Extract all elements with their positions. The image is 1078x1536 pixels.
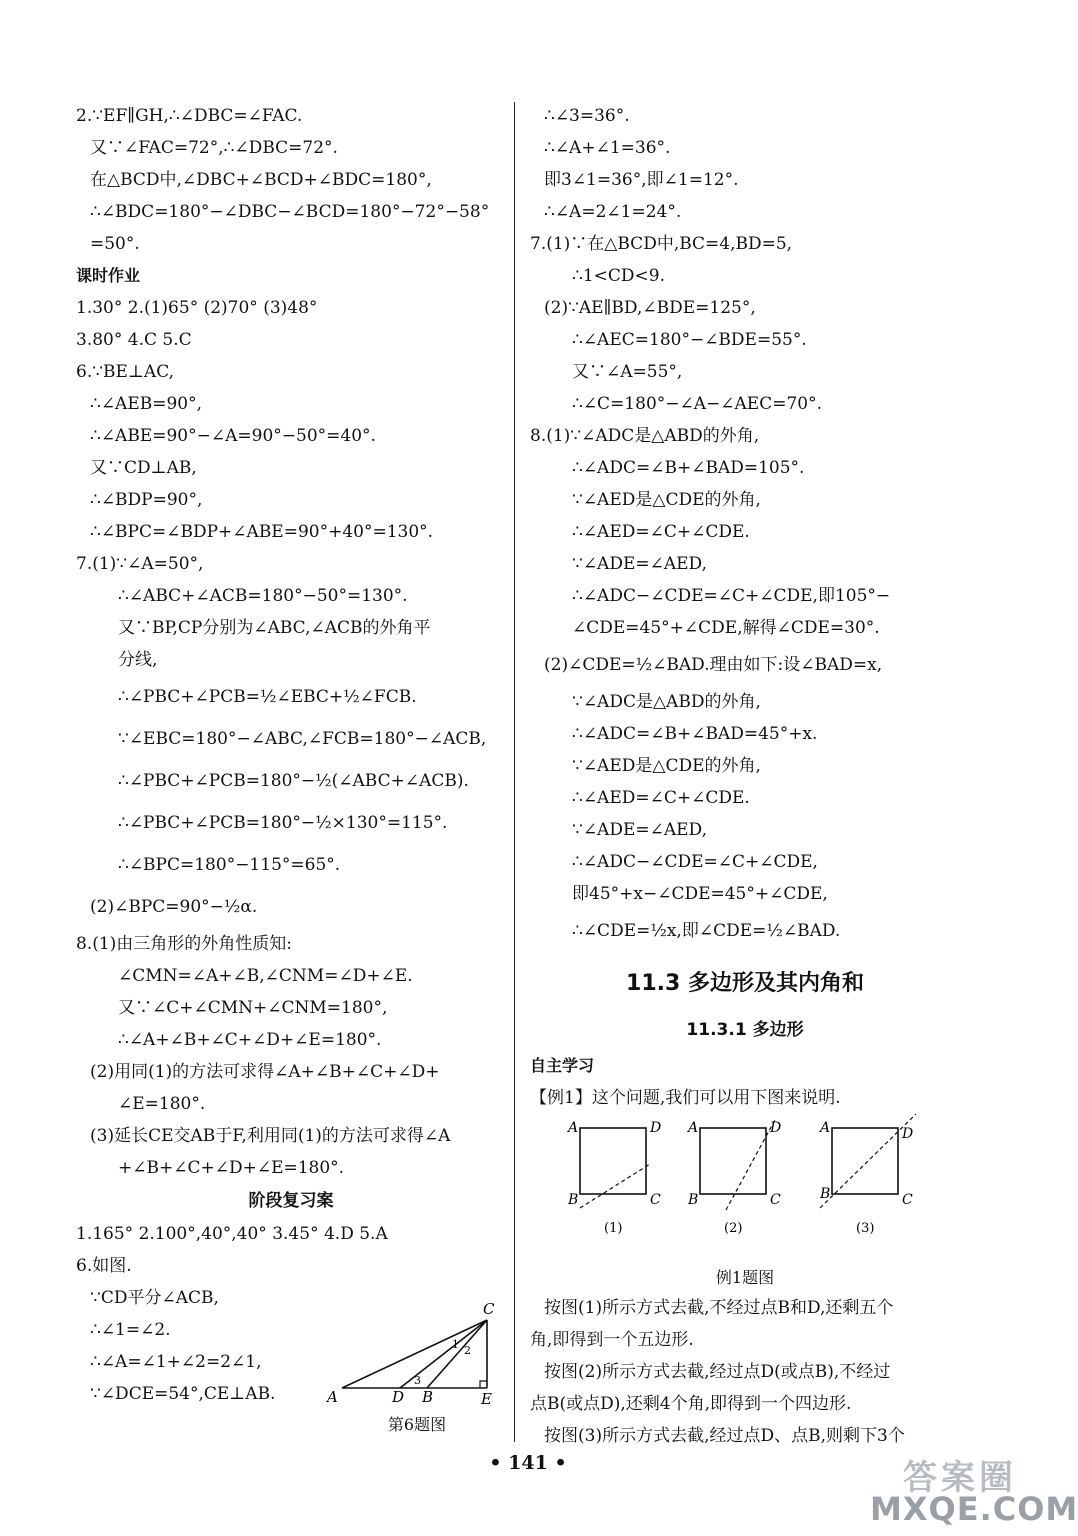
label-e: E <box>481 1390 492 1408</box>
label-d: D <box>392 1388 405 1406</box>
fig2-label-d: D <box>770 1120 782 1136</box>
answer-line: ∠CMN=∠A+∠B,∠CNM=∠D+∠E. <box>118 966 413 986</box>
answer-line: ∴∠AED=∠C+∠CDE. <box>572 788 750 808</box>
answer-line: ∵∠ADC是△ABD的外角, <box>572 692 761 712</box>
answer-line: ∴∠PBC+∠PCB=½∠EBC+½∠FCB. <box>118 687 417 707</box>
stage-review-heading: 阶段复习案 <box>248 1191 334 1211</box>
fig3-number: (3) <box>856 1221 875 1236</box>
section-title: 11.3 多边形及其内角和 <box>626 971 864 996</box>
fig1-number: (1) <box>604 1221 623 1236</box>
answer-line: ∴∠CDE=½x,即∠CDE=½∠BAD. <box>572 921 841 941</box>
fig3-label-b: B <box>820 1186 831 1202</box>
example-1-figure <box>540 1114 940 1264</box>
answer-line: 在△BCD中,∠DBC+∠BCD+∠BDC=180°, <box>90 170 432 190</box>
fig1-label-b: B <box>568 1192 579 1208</box>
answer-line: +∠B+∠C+∠D+∠E=180°. <box>118 1158 345 1178</box>
answer-line: 又∵CD⊥AB, <box>90 458 197 478</box>
example-1-diagram <box>540 1114 940 1264</box>
answer-line: (2)∠CDE=½∠BAD.理由如下:设∠BAD=x, <box>544 655 883 675</box>
answer-line: ∵∠ADE=∠AED, <box>572 554 707 574</box>
fig3-label-a: A <box>820 1120 831 1136</box>
answer-line: 1.165° 2.100°,40°,40° 3.45° 4.D 5.A <box>76 1224 388 1244</box>
explanation-line: 按图(2)所示方式去截,经过点D(或点B),不经过 <box>544 1362 891 1382</box>
answer-line: 6.∵BE⊥AC, <box>76 362 175 382</box>
segment-bc <box>427 1320 487 1388</box>
page-number: • 141 • <box>489 1452 567 1474</box>
self-study-heading: 自主学习 <box>530 1056 595 1075</box>
cut-line-1 <box>580 1164 650 1208</box>
square-1 <box>580 1128 646 1194</box>
answer-line: 8.(1)∵∠ADC是△ABD的外角, <box>530 426 760 446</box>
watermark-logo <box>870 1450 1078 1534</box>
watermark-top-text: 答案圈 <box>903 1458 1017 1498</box>
answer-line: ∠CDE=45°+∠CDE,解得∠CDE=30°. <box>572 618 880 638</box>
answer-line: ∴∠A+∠B+∠C+∠D+∠E=180°. <box>118 1030 382 1050</box>
answer-line: ∴∠PBC+∠PCB=180°−½(∠ABC+∠ACB). <box>118 771 469 791</box>
fig3-label-c: C <box>902 1192 913 1208</box>
label-a: A <box>327 1388 338 1406</box>
answer-line: ∴∠ADC=∠B+∠BAD=45°+x. <box>572 724 818 744</box>
explanation-line: 角,即得到一个五边形. <box>530 1330 694 1350</box>
answer-line: ∵∠DCE=54°,CE⊥AB. <box>90 1384 276 1404</box>
fig2-label-c: C <box>770 1192 781 1208</box>
answer-line: 8.(1)由三角形的外角性质知: <box>76 934 293 954</box>
answer-line: ∴∠BDC=180°−∠DBC−∠BCD=180°−72°−58° <box>90 202 490 222</box>
answer-line: ∴1<CD<9. <box>572 266 665 286</box>
answer-line: ∴∠ABE=90°−∠A=90°−50°=40°. <box>90 426 376 446</box>
column-divider <box>514 102 515 1442</box>
angle-3-label: 3 <box>414 1374 421 1387</box>
answer-line: 又∵∠C+∠CMN+∠CNM=180°, <box>118 998 388 1018</box>
answer-line: 7.(1)∵在△BCD中,BC=4,BD=5, <box>530 234 793 254</box>
answer-line: ∴∠C=180°−∠A−∠AEC=70°. <box>572 394 822 414</box>
answer-line: ∴∠ADC−∠CDE=∠C+∠CDE, <box>572 852 818 872</box>
answer-line: ∴∠3=36°. <box>544 106 630 126</box>
answer-line: ∵∠AED是△CDE的外角, <box>572 756 761 776</box>
explanation-line: 点B(或点D),还剩4个角,即得到一个四边形. <box>530 1394 852 1414</box>
answer-line: ∴∠BPC=180°−115°=65°. <box>118 855 341 875</box>
label-b: B <box>422 1388 434 1406</box>
answer-line: ∴∠ABC+∠ACB=180°−50°=130°. <box>118 586 408 606</box>
figure-6-caption: 第6题图 <box>387 1415 447 1434</box>
answer-line: ∵∠EBC=180°−∠ABC,∠FCB=180°−∠ACB, <box>118 729 487 749</box>
answer-line: 又∵BP,CP分别为∠ABC,∠ACB的外角平 <box>118 618 431 638</box>
explanation-line: 按图(1)所示方式去截,不经过点B和D,还剩五个 <box>544 1298 894 1318</box>
fig1-label-c: C <box>650 1192 661 1208</box>
figure-6-diagram <box>322 1298 512 1408</box>
answer-line: ∴∠AEB=90°, <box>90 394 203 414</box>
answer-line: ∴∠PBC+∠PCB=180°−½×130°=115°. <box>118 813 448 833</box>
answer-line: ∴∠BDP=90°, <box>90 490 203 510</box>
answer-line: ∴∠1=∠2. <box>90 1320 171 1340</box>
fig2-label-a: A <box>688 1120 699 1136</box>
figure-6 <box>322 1298 512 1438</box>
fig2-number: (2) <box>724 1221 743 1236</box>
fig1-label-d: D <box>650 1120 662 1136</box>
answer-line: ∵∠ADE=∠AED, <box>572 820 707 840</box>
answer-line: ∴∠A=∠1+∠2=2∠1, <box>90 1352 262 1372</box>
answer-line: ∴∠AED=∠C+∠CDE. <box>572 522 750 542</box>
answer-line: 3.80° 4.C 5.C <box>76 330 192 350</box>
sub-section-title: 11.3.1 多边形 <box>686 1020 804 1040</box>
angle-2-label: 2 <box>464 1344 471 1357</box>
right-column <box>530 100 960 1452</box>
left-column <box>76 100 506 1410</box>
watermark-url-text: MXQE.COM <box>870 1490 1078 1528</box>
fig2-label-b: B <box>688 1192 699 1208</box>
square-2 <box>700 1128 766 1194</box>
answer-line: ∵CD平分∠ACB, <box>90 1288 219 1308</box>
answer-line: 7.(1)∵∠A=50°, <box>76 554 204 574</box>
section-heading: 课时作业 <box>76 266 141 285</box>
label-c: C <box>483 1300 495 1318</box>
angle-1-label: 1 <box>452 1338 459 1351</box>
answer-line: ∴∠ADC=∠B+∠BAD=105°. <box>572 458 805 478</box>
answer-line: ∴∠A+∠1=36°. <box>544 138 671 158</box>
answer-line: 2.∵EF∥GH,∴∠DBC=∠FAC. <box>76 106 303 126</box>
answer-line: (3)延长CE交AB于F,利用同(1)的方法可求得∠A <box>90 1126 451 1146</box>
answer-line: 即3∠1=36°,即∠1=12°. <box>544 170 739 190</box>
square-3 <box>832 1128 898 1194</box>
answer-line: (2)∠BPC=90°−½α. <box>90 897 258 917</box>
example-1-intro: 【例1】这个问题,我们可以用下图来说明. <box>530 1088 841 1108</box>
answer-line: ∴∠BPC=∠BDP+∠ABE=90°+40°=130°. <box>90 522 434 542</box>
answer-line: (2)用同(1)的方法可求得∠A+∠B+∠C+∠D+ <box>90 1062 440 1082</box>
answer-line: (2)∵AE∥BD,∠BDE=125°, <box>544 298 756 318</box>
answer-line: 6.如图. <box>76 1256 132 1276</box>
answer-line: =50°. <box>90 234 140 254</box>
answer-line: 又∵∠FAC=72°,∴∠DBC=72°. <box>90 138 338 158</box>
answer-line: ∴∠A=2∠1=24°. <box>544 202 682 222</box>
fig3-label-d: D <box>902 1126 914 1142</box>
explanation-line: 按图(3)所示方式去截,经过点D、点B,则剩下3个 <box>544 1426 905 1446</box>
fig1-label-a: A <box>568 1120 579 1136</box>
answer-line: 分线, <box>118 650 158 670</box>
answer-line: ∴∠ADC−∠CDE=∠C+∠CDE,即105°− <box>572 586 891 606</box>
answer-line: ∵∠AED是△CDE的外角, <box>572 490 761 510</box>
answer-line: ∠E=180°. <box>118 1094 206 1114</box>
answer-line: 1.30° 2.(1)65° (2)70° (3)48° <box>76 298 318 318</box>
answer-line: ∴∠AEC=180°−∠BDE=55°. <box>572 330 807 350</box>
answer-line: 又∵∠A=55°, <box>572 362 683 382</box>
cut-line-2 <box>726 1118 776 1210</box>
answer-line: 即45°+x−∠CDE=45°+∠CDE, <box>572 884 828 904</box>
right-angle-mark <box>480 1381 487 1388</box>
example-1-caption: 例1题图 <box>715 1268 775 1287</box>
